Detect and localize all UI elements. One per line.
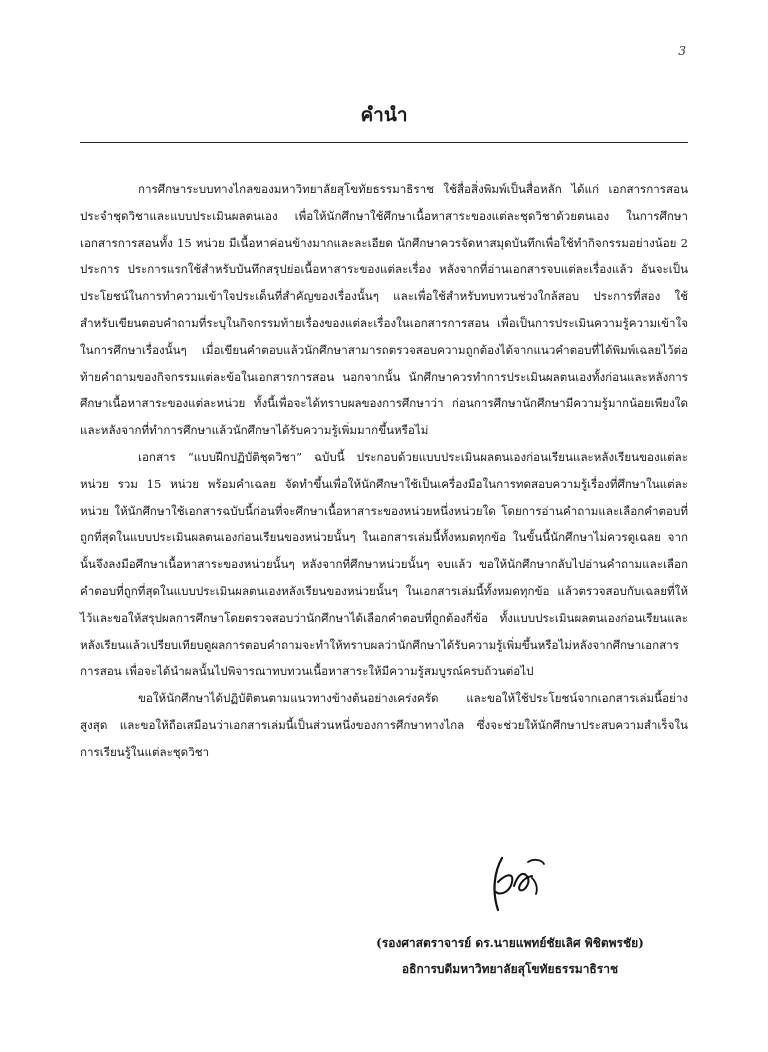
paragraph-2: เอกสาร “แบบฝึกปฏิบัติชุดวิชา” ฉบับนี้ ประกอบด้วยแบบประเมินผลตนเองก่อนเรียนและหลังเรียนของแต่ละหน่วย รวม 15 หน่วย พร้อมคำเฉลย จัดทำขึ้นเพื่อให้นักศึกษาใช้เป็นเครื่องมือในการทดสอบความรู้เรื่องที่ศึกษาในแต่ละหน่วย ให้นักศึกษาใช้เอกสารฉบับนี้ก่อนที่จะศึกษาเนื้อหาสาระของหน่วยหนึ่งหน่วยใด โดยการอ่านคำถามและเลือกคำตอบที่ถูกที่สุดในแบบประเมินผลตนเองก่อนเรียนของหน่วยนั้นๆ ในเอกสารเล่มนี้ทั้งหมดทุกข้อ ในขั้นนี้นักศึกษาไม่ควรดูเฉลย จากนั้นจึงลงมือศึกษาเนื้อหาสาระของหน่วยนั้นๆ หลังจากที่ศึกษาหน่วยนั้นๆ จบแล้ว ขอให้นักศึกษากลับไปอ่านคำถามและเลือกคำตอบที่ถูกที่สุดในแบบประเมินผลตนเองหลังเรียนของหน่วยนั้นๆ ในเอกสารเล่มนี้ทั้งหมดทุกข้อ แล้วตรวจสอบกับเฉลยที่ให้ไว้และขอให้สรุปผลการศึกษาโดยตรวจสอบว่านักศึกษาได้เลือกคำตอบที่ถูกต้องกี่ข้อ ทั้งแบบประเมินผลตนเองก่อนเรียนและหลังเรียนแล้วเปรียบเทียบดูผลการตอบคำถามจะทำให้ทราบผลว่านักศึกษาได้รับความรู้เพิ่มขึ้นหรือไม่หลังจากศึกษาเอกสารการสอน เพื่อจะได้นำผลนั้นไปพิจารณาทบทวนเนื้อหาสาระให้มีความรู้สมบูรณ์ครบถ้วนต่อไป	[80, 449, 688, 679]
page-number: 3	[678, 44, 686, 58]
title-divider	[80, 142, 688, 143]
signer-block	[300, 930, 720, 982]
handwritten-signature	[484, 852, 554, 916]
paragraph-1: การศึกษาระบบทางไกลของมหาวิทยาลัยสุโขทัยธรรมาธิราช ใช้สื่อสิ่งพิมพ์เป็นสื่อหลัก ได้แก่ เอกสารการสอนประจำชุดวิชาและแบบประเมินผลตนเอง เพื่อให้นักศึกษาใช้ศึกษาเนื้อหาสาระของแต่ละชุดวิชาด้วยตนเอง ในการศึกษาเอกสารการสอนทั้ง 15 หน่วย มีเนื้อหาค่อนข้างมากและละเอียด นักศึกษาควรจัดหาสมุดบันทึกเพื่อใช้ทำกิจกรรมอย่างน้อย 2 ประการ ประการแรกใช้สำหรับบันทึกสรุปย่อเนื้อหาสาระของแต่ละเรื่อง หลังจากที่อ่านเอกสารจบแต่ละเรื่องแล้ว อันจะเป็นประโยชน์ในการทำความเข้าใจประเด็นที่สำคัญของเรื่องนั้นๆ และเพื่อใช้สำหรับทบทวนช่วงใกล้สอบ ประการที่สอง ใช้สำหรับเขียนตอบคำถามที่ระบุในกิจกรรมท้ายเรื่องของแต่ละเรื่องในเอกสารการสอน เพื่อเป็นการประเมินความรู้ความเข้าใจในการศึกษาเรื่องนั้นๆ เมื่อเขียนคำตอบแล้วนักศึกษาสามารถตรวจสอบความถูกต้องได้จากแนวคำตอบที่ได้พิมพ์เฉลยไว้ต่อท้ายคำถามของกิจกรรมแต่ละข้อในเอกสารการสอน นอกจากนั้น นักศึกษาควรทำการประเมินผลตนเองทั้งก่อนและหลังการศึกษาเนื้อหาสาระของแต่ละหน่วย ทั้งนี้เพื่อจะได้ทราบผลของการศึกษาว่า ก่อนการศึกษานักศึกษามีความรู้มากน้อยเพียงใด และหลังจากที่ทำการศึกษาแล้วนักศึกษาได้รับความรู้เพิ่มมากขึ้นหรือไม่	[80, 182, 688, 438]
paragraph-3: ขอให้นักศึกษาได้ปฏิบัติตนตามแนวทางข้างต้นอย่างเคร่งครัด และขอให้ใช้ประโยชน์จากเอกสารเล่มนี้อย่างสูงสุด และขอให้ถือเสมือนว่าเอกสารเล่มนี้เป็นส่วนหนึ่งของการศึกษาทางไกล ซึ่งจะช่วยให้นักศึกษาประสบความสำเร็จในการเรียนรู้ในแต่ละชุดวิชา	[80, 691, 688, 759]
signer-position: อธิการบดีมหาวิทยาลัยสุโขทัยธรรมาธิราช	[401, 962, 619, 976]
foreword-body	[80, 176, 688, 766]
signer-name: (รองศาสตราจารย์ ดร.นายแพทย์ชัยเลิศ พิชิตพรชัย)	[376, 936, 644, 950]
page-title: คำนำ	[360, 104, 408, 126]
